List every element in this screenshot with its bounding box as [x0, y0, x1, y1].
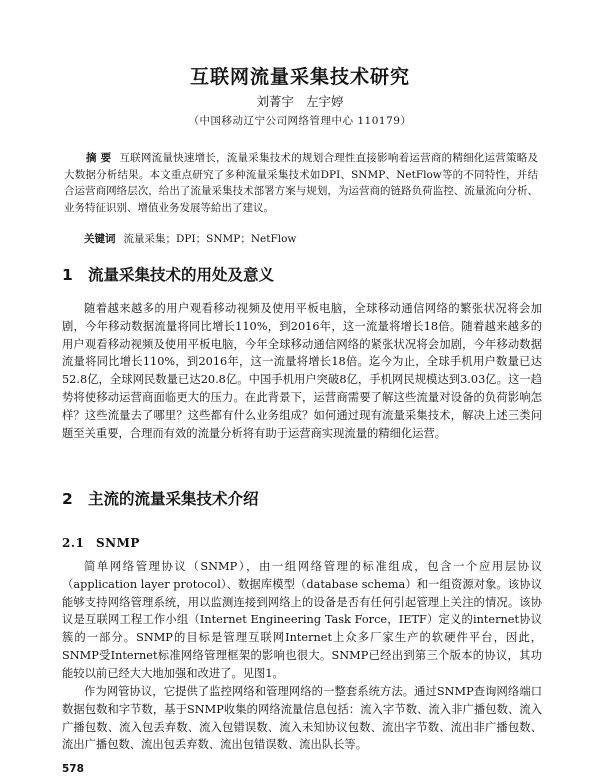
section-number-2: 2 [62, 490, 73, 508]
section-title-2: 主流的流量采集技术介绍 [88, 490, 259, 508]
section-heading-1 [62, 263, 542, 285]
abstract-label: 摘 要 [86, 152, 112, 164]
keywords-label: 关键词 [84, 233, 116, 245]
subsection-number: 2.1 [62, 536, 85, 550]
section-title-1: 流量采集技术的用处及意义 [88, 266, 275, 284]
paper-authors: 刘菁宇 左宇婷 [256, 94, 344, 109]
abstract-text: 互联网流量快速增长，流量采集技术的规划合理性直接影响着运营商的精细化运营策略及大数据分析结果。本文重点研究了多种流量采集技术如DPI、SNMP、NetFlow等的不同特性，并结合运营商网络层次，给出了流量采集技术部署方案与规划，为运营商的链路负荷监控、流量流向分析、业务特征识别、增值业务发展等給出了建议。 [64, 152, 539, 214]
subsection-heading-2-1 [62, 536, 362, 550]
section-number-1: 1 [62, 266, 73, 284]
abstract [64, 150, 538, 216]
section-heading-2 [62, 487, 542, 509]
section-2-1-paragraph-1: 简单网络管理协议（SNMP），由一组网络管理的标准组成，包含一个应用层协议（application layer protocol）、数据库模型（database schema）和一组资源对象。该协议能够支持网络管理系统，用以监测连接到网络上的设备是否有任何引起管理上关注的情况。该协议是互联网工程工作小组（Internet Engineering Task Force，IETF）定义的internet协议簇的一部分。SNMP的目标是管理互联网Internet上众多厂家生产的软硬件平台，因此，SNMP受Internet标准网络管理框架的影响也很大。SNMP已经出到第三个版本的协议，其功能较以前已经大大地加强和改进了。见图1。 [62, 560, 542, 680]
subsection-title: SNMP [96, 536, 140, 550]
keywords-text: 流量采集；DPI；SNMP；NetFlow [123, 233, 297, 245]
paper-title: 互联网流量采集技术研究 [189, 66, 410, 88]
keywords [84, 231, 544, 247]
section-1-paragraph: 随着越来越多的用户观看移动视频及使用平板电脑，全球移动通信网络的繁张状况将会加剧，今年移动数据流量将同比增长110%，到2016年，这一流量将增长18倍。随着越来越多的用户观看移动视频及使用平板电脑，今年全球移动通信网络的紧张状况将会加剧，今年移动数据流量将同比增长110%，到2016年，这一流量将增长18倍。迄今为止，全球手机用户数量已达52.8亿，全球网民数量已达20.8亿。中国手机用户突破8亿，手机网民规模达到3.03亿。这一趋势将使移动运营商面临更大的压力。在此背景下，运营商需要了解这些流量对设备的负荷影响怎样？这些流量去了哪里？这些都有什么业务组成？如何通过现有流量采集技术，解决上述三类问题至关重要，合理而有效的流量分析将有助于运营商实现流量的精细化运营。 [62, 302, 542, 440]
section-2-1-paragraph-2: 作为网管协议，它提供了监控网络和管理网络的一整套系统方法。通过SNMP查询网络端口数据包数和字节数，基于SNMP收集的网络流量信息包括：流入字节数、流入非广播包数、流入广播包数、流入包丢弃数、流入包错误数、流入未知协议包数、流出字节数、流出非广播包数、流出广播包数、流出包丢弃数、流出包错误数、流出队长等。 [62, 685, 542, 752]
paper-affiliation: （中国移动辽宁公司网络管理中心 110179） [188, 115, 412, 127]
page-number: 578 [62, 763, 84, 775]
